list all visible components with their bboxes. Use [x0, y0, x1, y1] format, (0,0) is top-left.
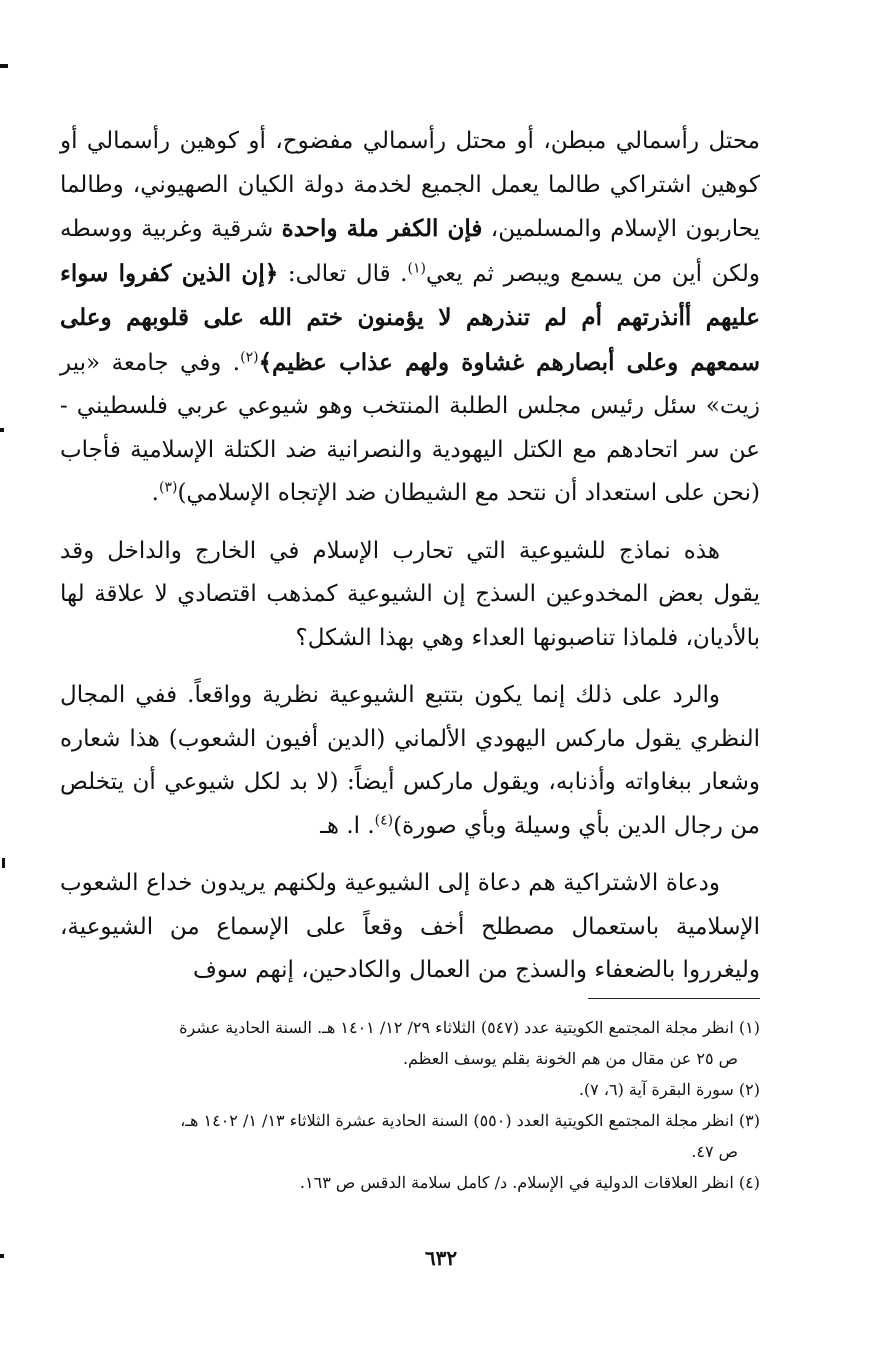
- footnote-number: (٤): [738, 1173, 760, 1192]
- scan-mark-lower-left: [2, 858, 5, 868]
- scan-mark-bottom-left: [0, 1254, 4, 1258]
- footnote-3: [60, 1105, 760, 1167]
- paragraph-1: [60, 120, 760, 516]
- main-text: [60, 120, 760, 993]
- text-run: . قال تعالى:: [278, 260, 408, 287]
- paragraph-3: [60, 674, 760, 848]
- text-run: . ا. هـ: [320, 812, 375, 839]
- text-run: شرقية وغربية ووسطه ولكن أين من يسمع ويبصر ثم يعي: [60, 216, 761, 287]
- text-run: والرد على ذلك إنما يكون بتتبع الشيوعية نظرية وواقعاً. ففي المجال النظري يقول ماركس اليهودي الألماني (الدين أفيون الشعوب) هذا شعاره وشعار ببغاواته وأذنابه، ويقول ماركس أيضاً: (لا بد لكل شيوعي أن يتخلص من رجال الدين بأي وسيلة وبأي صورة): [60, 682, 760, 839]
- scan-mark-mid-left: [0, 428, 4, 432]
- footnote-text: انظر مجلة المجتمع الكويتية العدد (٥٥٠) السنة الحادية عشرة الثلاثاء ١٣/ ١/ ١٤٠٢ هـ،: [180, 1111, 734, 1130]
- footnote-continuation: ص ٢٥ عن مقال من هم الخونة بقلم يوسف العظم.: [402, 1049, 738, 1068]
- text-run: . وفي جامعة «بير زيت» سئل رئيس مجلس الطلبة المنتخب وهو شيوعي عربي فلسطيني - عن سر اتحادهم مع الكتل اليهودية والنصرانية ضد الكتلة الإسلامية فأجاب (نحن على استعداد أن نتحد مع الشيطان ضد الإتجاه الإسلامي): [60, 349, 760, 506]
- footnote-number: (١): [738, 1018, 760, 1037]
- text-run: محتل رأسمالي مبطن، أو محتل رأسمالي مفضوح، أو كوهين رأسمالي أو كوهين اشتراكي طالما يعمل الجميع لخدمة دولة الكيان الصهيوني، وطالما يحاربون الإسلام والمسلمين،: [60, 128, 760, 242]
- footnote-ref: (٢): [240, 348, 259, 365]
- footnote-separator: [588, 998, 760, 999]
- text-run: هذه نماذج للشيوعية التي تحارب الإسلام في الخارج والداخل وقد يقول بعض المخدوعين السذج إن الشيوعية كمذهب اقتصادي لا علاقة لها بالأديان، فلماذا تناصبونها العداء وهي بهذا الشكل؟: [60, 537, 760, 651]
- footnote-ref: (٣): [158, 479, 178, 496]
- footnote-text: انظر العلاقات الدولية في الإسلام. د/ كامل سلامة الدقس ص ١٦٣.: [299, 1173, 734, 1192]
- footnote-1: [60, 1012, 760, 1074]
- scan-mark-top-left: [0, 64, 8, 68]
- page-number: ٦٣٢: [424, 1246, 458, 1270]
- bold-text: ﴿إن الذين كفروا سواء عليهم أأنذرتهم أم لم تنذرهم لا يؤمنون ختم الله على قلوبهم وعلى سمعهم وعلى أبصارهم غشاوة ولهم عذاب عظيم﴾: [60, 259, 760, 376]
- bold-text: فإن الكفر ملة واحدة: [281, 215, 483, 242]
- text-run: ودعاة الاشتراكية هم دعاة إلى الشيوعية ولكنهم يريدون خداع الشعوب الإسلامية باستعمال مصطلح أخف وقعاً على الإسماع من الشيوعية، وليغرروا بالضعفاء والسذج من العمال والكادحين، إنهم سوف: [60, 870, 760, 983]
- text-run: .: [151, 480, 159, 506]
- paragraph-2: [60, 530, 760, 661]
- footnotes: [60, 1012, 760, 1198]
- page-body: [60, 120, 760, 1007]
- footnote-number: (٣): [738, 1111, 760, 1130]
- footnote-4: [60, 1167, 760, 1198]
- footnote-ref: (٤): [374, 811, 394, 828]
- footnote-continuation: ص ٤٧.: [691, 1142, 738, 1161]
- footnote-ref: (١): [407, 259, 426, 276]
- paragraph-4: [60, 862, 760, 993]
- footnote-2: [60, 1074, 760, 1105]
- footnote-number: (٢): [738, 1080, 760, 1099]
- footnote-text: سورة البقرة آية (٦، ٧).: [578, 1080, 734, 1099]
- footnote-text: انظر مجلة المجتمع الكويتية عدد (٥٤٧) الثلاثاء ٢٩/ ١٢/ ١٤٠١ هـ. السنة الحادية عشرة: [179, 1018, 734, 1037]
